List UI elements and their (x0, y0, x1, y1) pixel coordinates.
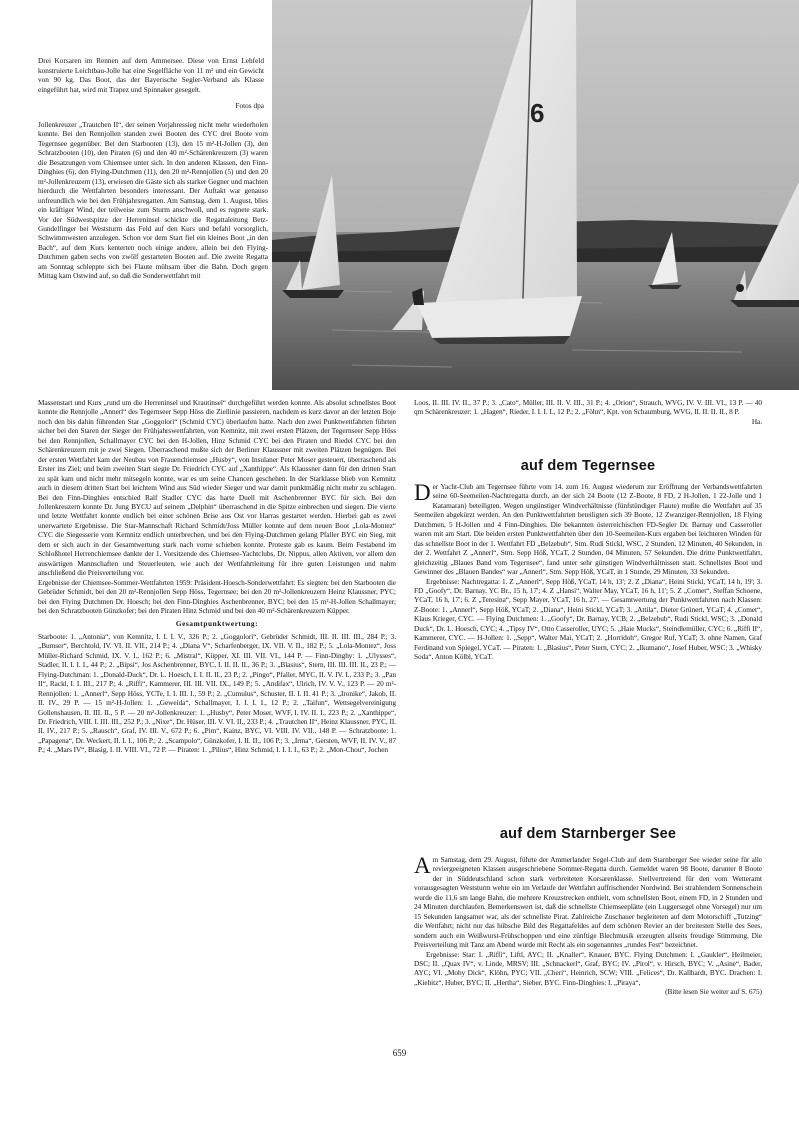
caption-text: Drei Korsaren im Rennen auf dem Ammersee. Diese von Ernst Lehfeld konstruierte Leichtbau-Jolle hat eine Segelfläche von 11 m² und ein Gewicht von 90 kg. Das Boot, das der Bayerische Segler-Verband als Klasse eingeführt hat, wird mit Trapez und Spinnaker gesegelt. (38, 56, 264, 94)
article-column-starnberg (414, 855, 762, 997)
paragraph-text: er Yacht-Club am Tegernsee führte vom 14. zum 16. August wiederum zur Eröffnung der Verbandswettfahrten seine 60-Seemeilen-Nachtregatta durch, an der sich 24 Boote (12 Z-Boote, 8 FD, 2 H-Jollen, 1 22-Jolle und 1 Katamaran) beteiligten. Wegen ungünstiger Windverhältnisse (fünfstündiger Flaute) mußte die Wettfahrt auf 35 Seemeilen abgekürzt werden. An den Punktwettfahrten beteiligten sich 39 Boote, 12 Zwanziger-Rennjollen, 18 Flying Dutchmen, 5 H-Jollen und 4 Finn-Dinghies. Die bekannten österreichischen FD-Segler Dr. Barnay und Casseroller waren mit am Start. Die beiden ersten Punktwettfahrten über den 10-Seemeilen-Kurs ergaben bei leichteren Winden für das schnellste Boot in der 1. Wettfahrt FD „Belzebub“, Stm. Rudi Stickl, WSC, 2 Stunden, 12 Minuten, 40 Sekunden, in der 2. Wettfahrt Z „Annerl“, Stm. Sepp Höß, YCaT, 2 Stunden, 04 Minuten, 57 Sekunden. Die dritte Punktwettfahrt, gleichzeitig „Blaues Band vom Tegernsee“, fand unter sehr günstigen Windverhältnissen statt. Schnellstes Boot und Gewinner des „Blauen Bandes“ war „Annerl“, Stm. Sepp Höß, YCaT, in 1 Stunde, 29 Minuten, 33 Sekunden. (414, 482, 762, 577)
article-column-right-top (414, 398, 762, 426)
paragraph: Jollenkreuzer „Trautchen II“, der seinen Vorjahressieg nicht mehr wiederholen konnte. Bei den Rennjollen standen zwei Booten des CYC drei Boote vom Tegernsee gegenüber. Bei den Starbooten (13), den 15 m²-H-Jollen (3), den Schratzbooten (10), den Piraten (6) und den 40 m²-Schärenkreuzern (3) waren die Besatzungen vom Chiemsee unter sich. In den anderen Klassen, den Finn-Dinghies (6), den Flying-Dutchmen (11), den 20 m²-Rennjollen (5) und den 20 m²-Jollenkreuzern (13), erwiesen die Gäste sich als starker Gegner und machten hierdurch die Wettfahrten besonders interessant. Der Auftakt war genauso unfreundlich wie bei den Frühjahrsregatten. Am Samstag, dem 1. August, blies ein kräftiger Wind, der teilweise zum Sturm anschwoll, und es regnete stark. Vor der Südwestspitze der Herreninsel schickte die Regattaleitung Betz-Gundelfinger bei Weststurm das Feld auf den Kurs und befahl vorsorglich, Schwimmwesten anzulegen. Schon vor dem Start fiel ein kleines Boot „in den Bach“, auf dem Kurs kenterten noch einige andere, allein bei den Flying-Dutchmen gaben sechs von zwölf gestarteten Booten auf. Die zweite Regatta am Sonntag schleppte sich bei Flaute mühsam über die Bahn. Doch gegen Mittag kam Ostwind auf, so daß die Sonderwettfahrt mit (38, 120, 268, 281)
continuation-note: (Bitte lesen Sie weiter auf S. 675) (665, 987, 762, 997)
sailboats-photo (272, 0, 799, 390)
results-paragraph: Ergebnisse der Chiemsee-Sommer-Wettfahrten 1959: Präsident-Hoesch-Sonderwettfahrt: Es siegten: bei den Starbooten die Gebrüder Schmidt, bei den 20 m²-Rennjollen Sepp Höss, Tegernsee; bei den 20 m²-Jollenkreuzern Heinz Klaussner, PYC; bei den Flying Dutchmen Dr. Hoesch; bei den Finn-Dinghies Aschenbrenner, BYC; bei den 15 m²-H-Jollen Schallmayer; bei den Schratzbooten Günzkofer; bei den Piraten Hinz Schmid und bei den 40 m²-Schärenkreuzern Küpper. (38, 577, 396, 615)
subheading-gesamtpunktwertung: Gesamtpunktwertung: (175, 619, 259, 629)
sailboats-photo-icon (272, 0, 799, 390)
paragraph: Loos, II. III. IV. II., 37 P.; 3. „Cato“, Müller, III. II. V. III., 31 P.; 4. „Orion“, Strauch, WVG, IV. V. III. VI., 13 P. — 40 qm Schärenkreuzer: 1. „Hagen“, Rieder, I. I. I. I., 12 P.; 2. „Föhn“, Kpt. von Schaumburg, WVG, II. II. II. II., 8 P. (414, 398, 762, 417)
author-sign: Ha. (751, 416, 762, 426)
page-number: 659 (392, 1048, 407, 1058)
paragraph (414, 482, 762, 577)
drop-cap: A (414, 853, 431, 878)
paragraph (414, 855, 762, 950)
results-paragraph: Starboote: 1. „Antonia“, von Kemnitz, I. I. I. V., 326 P.; 2. „Goggolori“, Gebrüder Schmidt, III. II. III. III., 284 P.; 3. „Bumser“, Berchtold, IV. VI. II. VII., 214 P.; 4. „Diana V“, Scharfenberger, IX. VII. V. II., 182 P.; 5. „Lola-Montez“, Joss Müller-Richard Schmid, IX. V. I., 162 P.; 6. „Mistral“, Küpper, XI. III. VII. VI., 144 P. — Finn-Dinghy: 1. „Ulysses“, Stadler, II. I. I. I., 44 P.; 2. „Bipsi“, Jos Aschenbrenner, BYC, I. II. II. II., 36 P.; 3. „Blasius“, Stern, III. III. III. II., 23 P.; — Flying-Dutchman: 1. „Donald-Duck“, Dr. L. Hoesch, I. I. II. II., 23 P.; 2. „Pingo“, Pfaller, MYC, II. V. IV. I., 233 P.; 3. „Pan II“, Rackl, I. I. III., 217 P.; 4. „Riffi“, Kammerer, III. III. VII. IX., 149 P.; 5. „Andifax“, Ulrich, IV. V. V., 123 P. — 20 m²-Rennjollen: 1. „Annerl“, Sepp Höss, YCTe, I. I. III. I., 59 P.; 2. „Cumulus“, Schuster, II. I. II. 41 P.; 3. „Ironike“, Jakob, II. II. IV., 29 P. — 15 m²-H-Jollen: 1. „Geweida“, Schallmayer, I. I. I. I., 12 P.; 2. „Taifun“, Wettsegelvereinigung Gollenshausen, II. III. II., 5 P. — 20 m²-Jollenkreuzer: 1. „Husby“, Peter Moser, WVF, I. IV. II. I., 223 P.; 2. „Xanthippe“, Dr. Friedrich, VIII. I. III. III., 252 P.; 3. „Nixe“, Dr. Hüser, III. V. VI. II., 233 P.; 4. „Trautchen II“, Heinz Klaussner, PYC, II. II. IV., 217 P.; 5. „Rausch“, Graf, IV. III. V., 672 P.; 6. „Pim“, Kainz, BYC, VI. VIII. IV. VII., 148 P. — Schratzboote: 1. „Papagena“, Dr. Weckert, II. I. I., 106 P.; 2. „Scampolo“, Günzkofer, I. II. II., 106 P.; 3. „Irma“, Gersten, WVF, II. IV. V., 87 P.; 4. „Mars IV“, Blasig, I. II. VIII. VI., 72 P. — Piraten: 1. „Pilius“, Hinz Schmid, I. I. I. I., 63 P.; 2. „Mon-Chou“, Jochen (38, 631, 396, 755)
sail-number: 6 (530, 98, 545, 128)
paragraph-text: m Samstag, dem 29. August, führte der Ammerlander Segel-Club auf dem Starnberger See wieder seine für alle reviergeeigneten Klassen ausgeschriebene Sommer-Regatta durch. Gemeldet waren 98 Boote, darunter 8 Boote der in Süddeutschland schon stark verbreiteten Korsarenklasse. Stellvertretend für den vom Wetteramt vorausgesagten Weststurm wehte ein im Verlaufe der Wettfahrt auffrischender Nordwind. Bei strahlendem Sonnenschein wurde die 11,6 sm lange Bahn, die mehrere Kreuzstrecken enthielt, vom schnellsten Boot, einem FD, in 2 Stunden und 24 Minuten durchlaufen. Bemerkenswert ist, daß die schnellste Chiemseeplätte (ein Luggersegel ohne Vorsegel) nur um 15 Sekunden langsamer war, als der schnellste Pirat. Zahlreiche Zuschauer begleiteten auf dem Motorschiff „Tutzing“ die Wettfahrt; nicht nur das hübsche Bild des Regattafeldes auf dem schönen Revier an der breitesten Stelle des Sees, sondern auch ein Weißwurst-Frühschoppen und eine zünftige Blechmusik erzeugten allseits freudige Stimmung. Die Preisverteilung mit Tanz am Abend wurde mit Recht als ein sogenanntes „rundes Fest“ bezeichnet. (414, 855, 762, 950)
article-column-left (38, 398, 396, 755)
article-column-tegernsee (414, 482, 762, 662)
drop-cap: D (414, 480, 431, 505)
article-column-left-top (38, 120, 268, 281)
paragraph: Massenstart und Kurs „rund um die Herreninsel und Krautinsel“ durchgeführt werden konnte. Als absolut schnellstes Boot konnte die Rennjolle „Annerl“ des Tegernseer Sepp Höss die Ziellinie passieren, nachdem es kurz davor an der letzten Boje noch den bis dahin führenden Star „Goggolori“ (Schmid CYC) überlaufen hatte. Nach den zwei Punktwettfahrten führten sicher bei den Staren der Sieger der Frühjahrswettfahrten, von Kemnitz, mit zwei ersten Plätzen, der Tegernseer Sepp Höss bei den Rennjollen, Schallmayer CYC bei den H-Jollen, Hinz Schmid CYC bei den Piraten und Riedel CYC bei den Schärenkreuzern mit je zwei Siegen. Überraschend mußte sich der Berliner Klaussner mit zweiten Plätzen begnügen. Bei der ersten Wettfahrt kam der Neubau von Frauenchiemsee „Husby“, von Insulaner Peter Moser gesteuert, überraschend als Erster ins Ziel; und beim zweiten Start siegte Dr. Friedrich CYC auf „Xanthippe“. Als Klaussner dann für den dritten Start zu spät kam und nicht mehr mitsegeln konnte, war es um seine Chancen geschehen. In der Starklasse blieb von Kemnitz auch in diesem dritten Start bei leichtem Wind aus Süd wieder Sieger und war damit punktmäßig nicht mehr zu schlagen. Bei den Finn-Dinghies entschied Ralf Stadler CYC das harte Duell mit Aschenbrenner BYC für sich. Bei den Jollenkreuzern konnte Dr. Jung BYCU auf seinem „Delphin“ überraschend in die Spitze einbrechen und siegen. Die vierte und letzte Wettfahrt konnte endlich bei einer schönen Brise aus Ost vor Harras gestartet werden. Hierbei gab es zwei unerwartete Ergebnisse. Die Star-Mannschaft Richard Schmidt/Joss Müller konnte auf dem neuen Boot „Lola-Montez“ CYC die Siegesserie vom Kemnitz endlich unterbrechen, und bei den Flying-Dutchmen gelang Pfaller BYC ein Sieg, mit dem er sich auch in der Gesamtwertung stark nach vorne schieben konnte. Proteste gab es kaum. Beim Festabend im Schloßhotel Herrenchiemsee dankte der 1. Vorsitzende des Chiemsee-Yachtclubs, Dr. Nippus, allen Aktiven, vor allem den auswärtigen Mannschaften und Steuerleuten, wie auch der Wettfahrtleitung für ihre guten Leistungen und nahm anschließend die Preisverteilung vor. (38, 398, 396, 578)
section-heading-tegernsee: auf dem Tegernsee (520, 458, 656, 474)
results-paragraph: Ergebnisse: Nachtregatta: 1. Z „Annerl“, Sepp Höß, YCaT, 14 h, 13'; 2. Z „Diana“, Heini Stickl, YCaT, 14 h, 19'; 3. FD „Goofy“, Dr. Barnay, YC Br., 15 h, 17'; 4. Z „Hansi“, Walter May, YCaT, 16 h, 11'; 5. Z „Comet“, Steffan Schoene, YCaT, 16 h, 17'; 6. Z „Teresina“, Sepp Mayer, YCaT, 16 h, 27'. — Gesamtwertung der Punktwettfahrten nach Klassen: Z-Boote: 1. „Annerl“, Sepp Höß, YCaT; 2. „Diana“, Heini Stickl, YCaT; 3. „Attila“, Dieter Grünert, YCaT; 4. „Comet“, Klaus Krieger, CYC. — Flying Dutchmen: 1. „Goofy“, Dr. Barnay, YCB; 2. „Belzebub“, Rudi Stickl, WSC; 3. „Donald Duck“, Dr. L. Hoesch, CYC; 4. „Tipsy IV“, Otto Casseroller, UYC; 5. „Haie Mucks“, Steindlemüller, CYC; 6. „Riffi II“, Kammerer, CYC. — H-Jollen: 1. „Sepp“, Walter Mai, YCaT; 2. „Horridoh“, Gregor Ruf, YCaT; 3. ohne Namen, Graf Ferdinand von Spiegel, YCaT. — Piraten: 1. „Blasius“, Peter Stern, CYC; 2. „Ikumano“, Josef Huber, WSC; 3. „Whisky Soda“, Anton Kölbl, YCaT. (414, 576, 762, 662)
section-heading-starnberg: auf dem Starnberger See (499, 826, 677, 842)
photo-caption (38, 56, 264, 111)
results-paragraph: Ergebnisse: Star: I. „Riffi“, Liftl, AYC; II. „Knaller“, Knauer, BYC. Flying Dutchmen: I. „Gaukler“, Heilmeier, DSC; II. „Quax IV“, v. Linde, MRSV; III. „Schnackerl“, Graf, BYC; IV. „Pirol“, v. Hirsch, BYC; V. „Asine“, Bader, AYC; VI. „Moby Dick“, Klöhn, PYC; VII. „Cheri“, Heinrich, SCW; VIII. „Felices“, Dr. Kallhardt, BYC. Drachen: I. „Kiebitz“, Huber, BYC; II. „Hertha“, Sieber, BYC. Finn-Dinghies: I. „Piraya“, (414, 949, 762, 987)
photo-credit: Fotos dpa (235, 101, 264, 111)
